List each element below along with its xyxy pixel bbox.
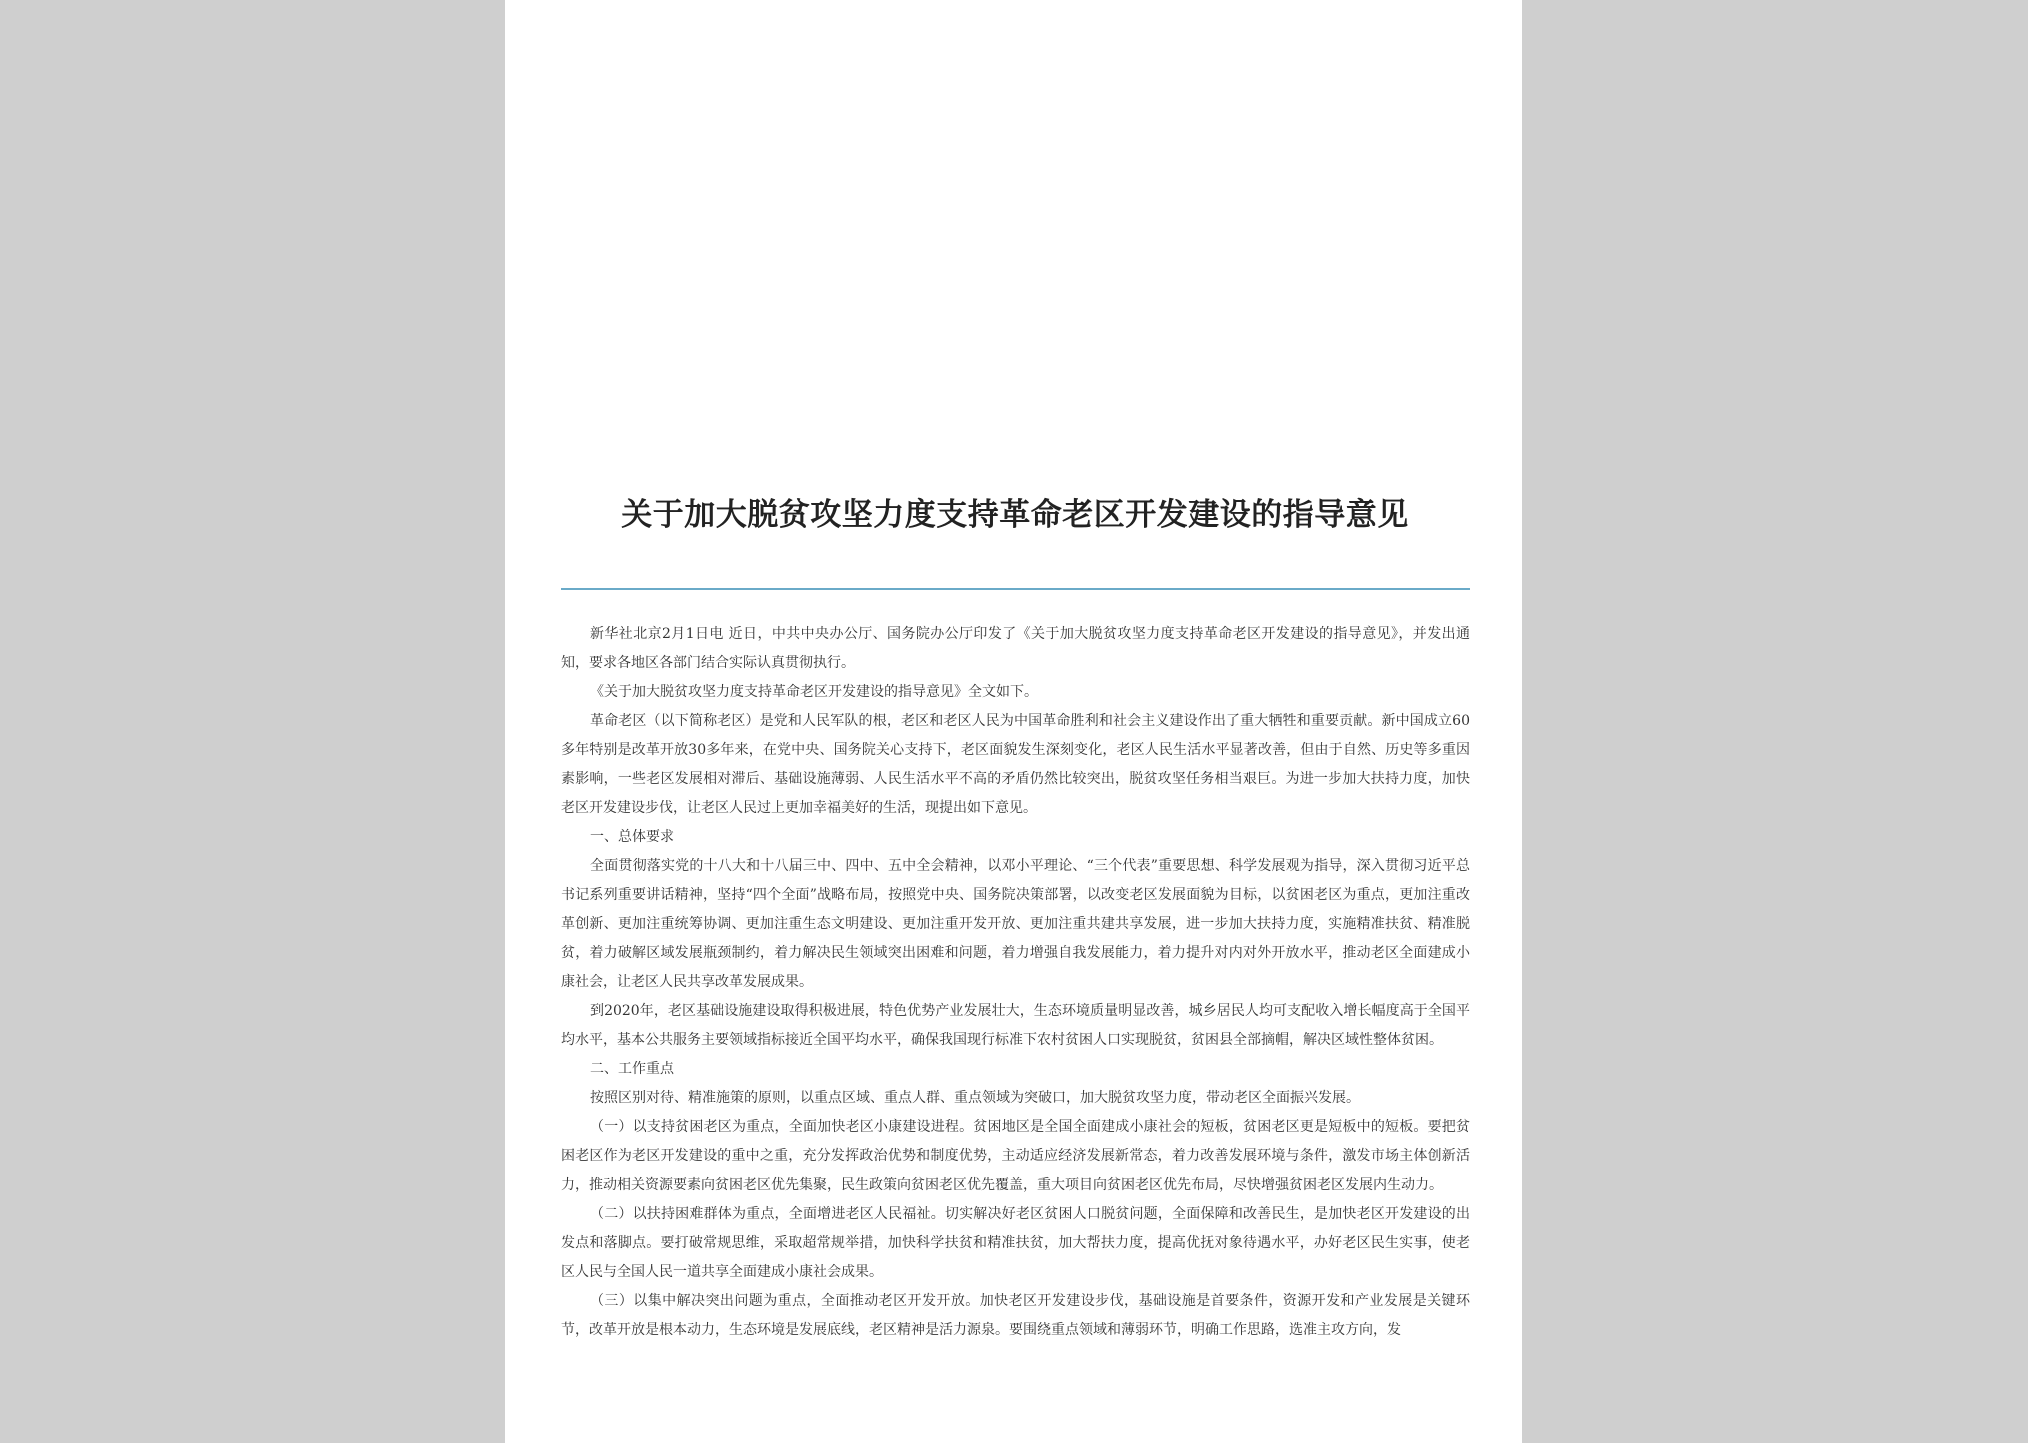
paragraph-2020-goals: 到2020年，老区基础设施建设取得积极进展，特色优势产业发展壮大，生态环境质量明显改善，城乡居民人均可支配收入增长幅度高于全国平均水平，基本公共服务主要领域指标接近全国平均水平，确保我国现行标准下农村贫困人口实现脱贫，贫困县全部摘帽，解决区域性整体贫困。: [561, 1003, 1470, 1048]
section-heading-work-priorities: 二、工作重点: [590, 1061, 674, 1077]
paragraph-priorities-intro: 按照区别对待、精准施策的原则，以重点区域、重点人群、重点领域为突破口，加大脱贫攻坚力度，带动老区全面振兴发展。: [590, 1090, 1360, 1106]
paragraph-guiding-principles: 全面贯彻落实党的十八大和十八届三中、四中、五中全会精神，以邓小平理论、“三个代表”重要思想、科学发展观为指导，深入贯彻习近平总书记系列重要讲话精神，坚持“四个全面”战略布局，按照党中央、国务院决策部署，以改变老区发展面貌为目标，以贫困老区为重点，更加注重改革创新、更加注重统筹协调、更加注重生态文明建设、更加注重开发开放、更加注重共建共享发展，进一步加大扶持力度，实施精准扶贫、精准脱贫，着力破解区域发展瓶颈制约，着力解决民生领域突出困难和问题，着力增强自我发展能力，着力提升对内对外开放水平，推动老区全面建成小康社会，让老区人民共享改革发展成果。: [561, 858, 1470, 990]
document-page: [505, 0, 1522, 1443]
paragraph-fulltext-note: 《关于加大脱贫攻坚力度支持革命老区开发建设的指导意见》全文如下。: [590, 684, 1038, 700]
paragraph-priority-2: （二）以扶持困难群体为重点，全面增进老区人民福祉。切实解决好老区贫困人口脱贫问题，全面保障和改善民生，是加快老区开发建设的出发点和落脚点。要打破常规思维，采取超常规举措，加快科学扶贫和精准扶贫，加大帮扶力度，提高优抚对象待遇水平，办好老区民生实事，使老区人民与全国人民一道共享全面建成小康社会成果。: [561, 1206, 1470, 1280]
title-divider: [561, 588, 1470, 590]
paragraph-priority-1: （一）以支持贫困老区为重点，全面加快老区小康建设进程。贫困地区是全国全面建成小康社会的短板，贫困老区更是短板中的短板。要把贫困老区作为老区开发建设的重中之重，充分发挥政治优势和制度优势，主动适应经济发展新常态，着力改善发展环境与条件，激发市场主体创新活力，推动相关资源要素向贫困老区优先集聚，民生政策向贫困老区优先覆盖，重大项目向贫困老区优先布局，尽快增强贫困老区发展内生动力。: [561, 1119, 1470, 1193]
document-title: 关于加大脱贫攻坚力度支持革命老区开发建设的指导意见: [621, 497, 1409, 533]
section-heading-general-requirements: 一、总体要求: [590, 829, 674, 845]
document-body: [561, 620, 1470, 1345]
paragraph-background: 革命老区（以下简称老区）是党和人民军队的根，老区和老区人民为中国革命胜利和社会主义建设作出了重大牺牲和重要贡献。新中国成立60多年特别是改革开放30多年来，在党中央、国务院关心支持下，老区面貌发生深刻变化，老区人民生活水平显著改善，但由于自然、历史等多重因素影响，一些老区发展相对滞后、基础设施薄弱、人民生活水平不高的矛盾仍然比较突出，脱贫攻坚任务相当艰巨。为进一步加大扶持力度，加快老区开发建设步伐，让老区人民过上更加幸福美好的生活，现提出如下意见。: [561, 713, 1470, 816]
paragraph-priority-3: （三）以集中解决突出问题为重点，全面推动老区开发开放。加快老区开发建设步伐，基础设施是首要条件，资源开发和产业发展是关键环节，改革开放是根本动力，生态环境是发展底线，老区精神是活力源泉。要围绕重点领域和薄弱环节，明确工作思路，选准主攻方向，发: [561, 1293, 1470, 1338]
paragraph-intro: 新华社北京2月1日电 近日，中共中央办公厅、国务院办公厅印发了《关于加大脱贫攻坚力度支持革命老区开发建设的指导意见》，并发出通知，要求各地区各部门结合实际认真贯彻执行。: [561, 626, 1470, 671]
